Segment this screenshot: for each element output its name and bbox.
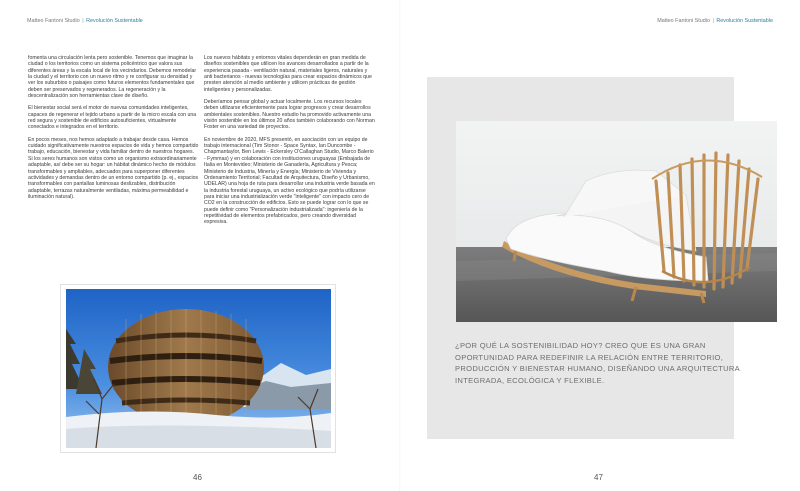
header-separator: | [712,18,714,24]
header-section-title: Revolución Sustentable [86,18,143,24]
header-studio-name: Matteo Fantoni Studio [27,18,80,24]
page-number-left: 46 [193,473,202,482]
paragraph: fomenta una circulación lenta pero sostenible. Tenemos que imaginar la ciudad o los territorios como un sistema policéntrico que valora sus diferentes áreas y la escala local de los vecindarios. Debemos remodelar la ciudad y el territorio con un nuevo ritmo y re configurar su densidad y ver los suburbios o paisajes como futuros elementos fundamentales que deben ser preservados y regenerados. La regeneración y la descentralización son herramientas clave de diseño. [28,55,197,100]
running-header-right [657,18,773,24]
curved-wooden-sofa-photo [456,121,777,322]
paragraph: En pocos meses, nos hemos adaptado a trabajar desde casa. Hemos cuidado significativamente nuestros espacios de vida y hemos compartido trabajo, educación, bienestar y vida familiar dentro de nuestros hogares. Si los seres humanos son vistos como un organismo extraordinariamente adaptable, así debe ser su hogar: un hábitat dinámico hecho de módulos transformables y ampliables, adecuados para superponer diferentes actividades y demandas dentro de un entorno compartido (p. ej., espacios transformables con pantallas luminosas deslizables, distribución adaptable, terrazas naturalmente ventiladas, máxima permeabilidad e iluminación natural). [28,136,199,200]
text-column-1 [28,55,200,206]
header-studio-name: Matteo Fantoni Studio [657,18,710,24]
page-number-right: 47 [594,473,603,482]
pull-quote: ¿POR QUÉ LA SOSTENIBILIDAD HOY? CREO QUE ES UNA GRAN OPORTUNIDAD PARA REDEFINIR LA RELACIÓN ENTRE TERRITORIO, PRODUCCIÓN Y BIENESTAR HUMANO, DISEÑANDO UNA ARQUITECTURA INTEGRADA, ECOLÓGICA Y FLEXIBLE. [455,341,740,385]
paragraph: En noviembre de 2020, MFS presentó, en asociación con un equipo de trabajo internacional (Tim Stonor - Space Syntax, Ian Duncombe - Chapmantaylor, Ben Lewis - Eckersley O'Callaghan Studio, Marco Balerio - Fymmas) y en colaboración con instituciones uruguayas (Embajada de Italia en Montevideo; Ministerio de Ganadería, Agricultura y Pesca; Ministerio de Industria, Minería y Energía; Ministerio de Vivienda y Ordenamiento Territorial; Facultad de Arquitectura, Diseño y Urbanismo, UDELAR) una hoja de ruta para desarrollar una industria verde basada en la industria forestal uruguaya, un activo ecológico que podría utilizarse para iniciar una industrialización verde "inteligente" con impacto cero de CO2 en la construcción de edificios. Esto se puede lograr con lo que se puede definir como "Personalización industrializada": ingeniería de la repetitividad de elementos prefabricados, pero creando diversidad expresiva. [204,136,375,226]
paragraph: Los nuevos hábitats y entornos vitales dependerán en gran medida de diseños sostenibles que utilicen los avances desarrollados a partir de la experiencia pasada - ventilación natural, materiales ligeros, naturales y anti bacterianos - nuevas tecnologías para crear espacios dinámicos que presten atención al medio ambiente y utilicen prácticas de gestión inteligentes y personalizadas. [204,55,372,93]
building-photo-frame [60,284,336,453]
paragraph: El bienestar social será el motor de nuevas comunidades inteligentes, capaces de regenerar el tejido urbano a partir de la micro escala con una red segura y sostenible de edificios autosuficientes, virtualmente conectados e integrados en el territorio. [28,105,197,131]
paragraph: Deberíamos pensar global y actuar localmente. Los recursos locales deben utilizarse eficientemente para lograr progresos y crear desarrollos ambientales sostenibles. Nuestro estudio ha promovido activamente una visión sostenible en los últimos 20 años también colaborando con Norman Foster en una variedad de proyectos. [204,99,375,131]
header-section-title: Revolución Sustentable [716,18,773,24]
wooden-building-photo [66,289,331,448]
wooden-sofa-photo-frame [456,121,777,322]
header-separator: | [82,18,84,24]
running-header-left [27,18,143,24]
text-column-2 [204,55,376,232]
page-gutter [399,0,401,491]
